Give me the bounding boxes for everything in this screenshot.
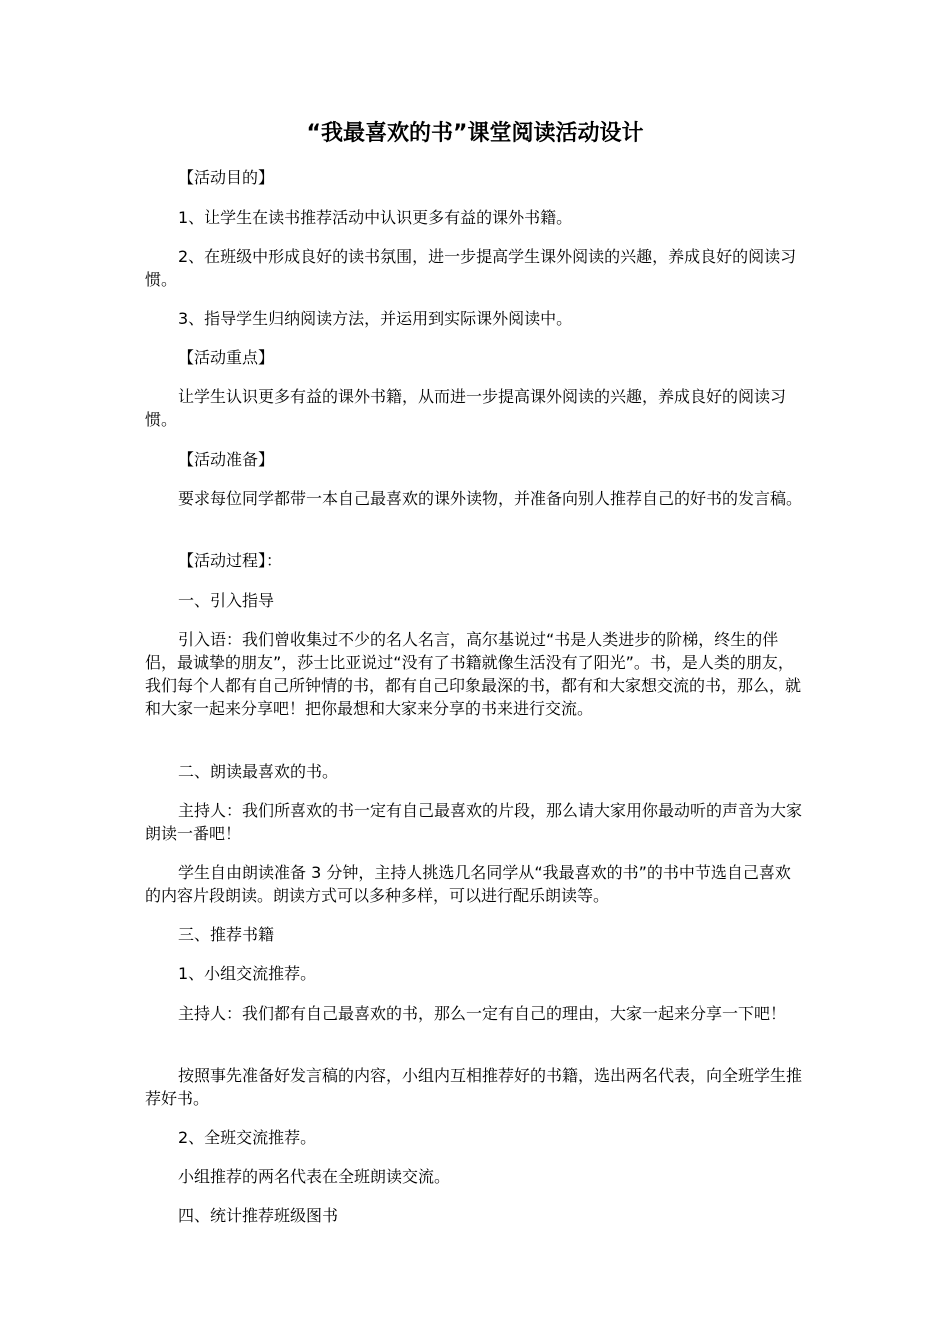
paragraph: 2、全班交流推荐。	[178, 1128, 317, 1147]
document-title: “我最喜欢的书”课堂阅读活动设计	[306, 121, 644, 146]
subsection-heading: 四、统计推荐班级图书	[178, 1206, 339, 1225]
paragraph: 1、让学生在读书推荐活动中认识更多有益的课外书籍。	[178, 208, 573, 227]
paragraph: 按照事先准备好发言稿的内容，小组内互相推荐好的书籍，选出两名代表，向全班学生推荐好书。	[145, 1066, 803, 1108]
paragraph: 1、小组交流推荐。	[178, 964, 317, 983]
subsection-heading: 二、朗读最喜欢的书。	[178, 762, 339, 781]
subsection-heading: 一、引入指导	[178, 591, 275, 610]
paragraph: 要求每位同学都带一本自己最喜欢的课外读物，并准备向别人推荐自己的好书的发言稿。	[178, 489, 803, 508]
paragraph: 小组推荐的两名代表在全班朗读交流。	[178, 1167, 451, 1186]
section-heading-focus: 【活动重点】	[178, 348, 275, 367]
section-heading-preparation: 【活动准备】	[178, 450, 275, 469]
paragraph: 主持人：我们所喜欢的书一定有自己最喜欢的片段，那么请大家用你最动听的声音为大家朗读一番吧！	[145, 801, 803, 843]
paragraph: 让学生认识更多有益的课外书籍，从而进一步提高课外阅读的兴趣，养成良好的阅读习惯。	[145, 387, 787, 429]
paragraph: 引入语：我们曾收集过不少的名人名言，高尔基说过“书是人类进步的阶梯，终生的伴侣，最诚挚的朋友”，莎士比亚说过“没有了书籍就像生活没有了阳光”。书，是人类的朋友，我们每个人都有自己所钟情的书，都有自己印象最深的书，都有和大家想交流的书，那么，就和大家一起来分享吧！把你最想和大家来分享的书来进行交流。	[145, 630, 802, 718]
subsection-heading: 三、推荐书籍	[178, 925, 275, 944]
section-heading-process: 【活动过程】：	[178, 551, 283, 570]
paragraph: 学生自由朗读准备 3 分钟，主持人挑选几名同学从“我最喜欢的书”的书中节选自己喜欢的内容片段朗读。朗读方式可以多种多样，可以进行配乐朗读等。	[145, 863, 791, 905]
paragraph: 主持人：我们都有自己最喜欢的书，那么一定有自己的理由，大家一起来分享一下吧！	[178, 1004, 787, 1023]
section-heading-purpose: 【活动目的】	[178, 168, 275, 187]
paragraph: 2、在班级中形成良好的读书氛围，进一步提高学生课外阅读的兴趣，养成良好的阅读习惯。	[145, 247, 797, 289]
paragraph: 3、指导学生归纳阅读方法，并运用到实际课外阅读中。	[178, 309, 573, 328]
